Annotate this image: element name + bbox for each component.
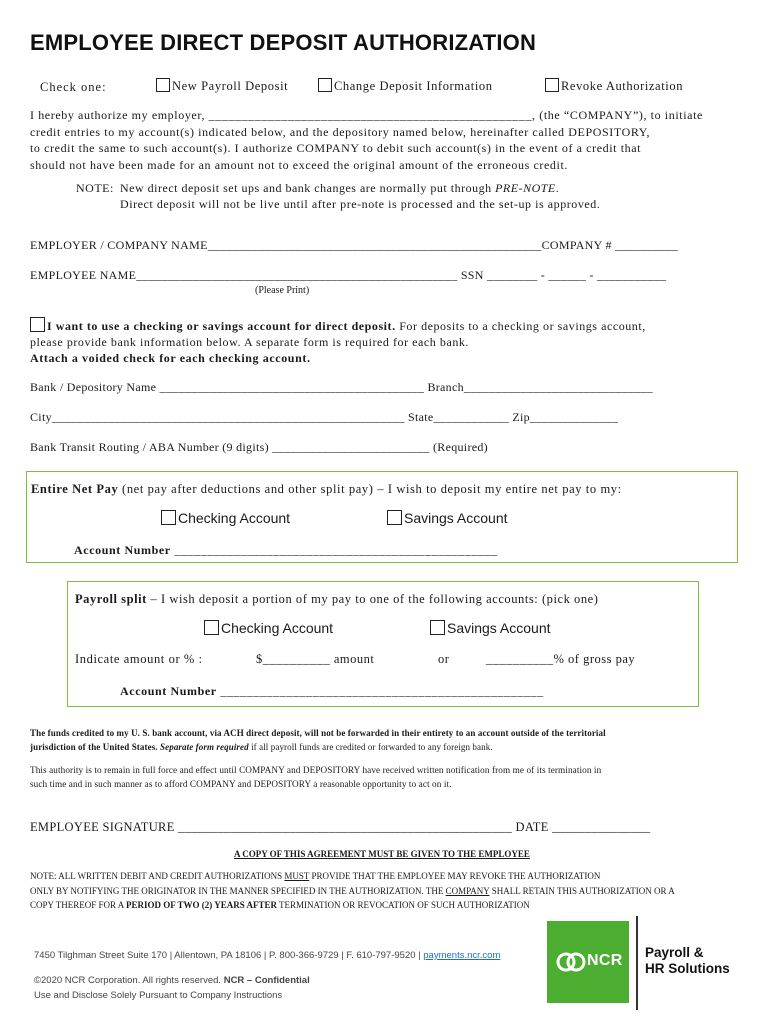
checkbox-revoke[interactable] [545,78,559,92]
note-text: New direct deposit set ups and bank changes are normally put through [120,181,492,195]
split-checking-option[interactable] [204,620,333,636]
split-amount-field[interactable]: $__________ amount [256,652,375,666]
payroll-split-label: Payroll split [75,592,147,606]
copy-notice: A COPY OF THIS AGREEMENT MUST BE GIVEN TO THE EMPLOYEE [234,849,530,859]
paragraph-line: should not have been made for an amount not to exceed the original amount of the erroneous credit. [30,157,568,172]
checkbox-new-payroll[interactable] [156,78,170,92]
funds-notice-text: if all payroll funds are credited or forwarded to any foreign bank. [248,742,493,752]
checking-intro-text: For deposits to a checking or savings account, [395,319,646,333]
note-line-1 [120,181,559,196]
checking-intro-line-3: Attach a voided check for each checking account. [30,351,311,365]
option-change-deposit[interactable] [318,78,493,94]
checking-intro-bold: I want to use a checking or savings account for direct deposit. [47,319,396,333]
footer-link[interactable]: payments.ncr.com [423,950,501,961]
option-label: Savings Account [404,510,508,526]
authority-line: This authority is to remain in full force and effect until COMPANY and DEPOSITORY have received written notification from me of its termination in [30,765,602,775]
revoke-period: PERIOD OF TWO (2) YEARS AFTER [126,900,277,910]
employee-field[interactable]: EMPLOYEE NAME___________________________________________________ SSN ________ - ______ - ___________ [30,268,667,282]
note-line-2: Direct deposit will not be live until after pre-note is processed and the set-up is approved. [120,197,601,211]
employer-field[interactable]: EMPLOYER / COMPANY NAME_____________________________________________________COMPANY # __________ [30,238,679,252]
option-label: Savings Account [447,620,551,636]
payroll-split-text: – I wish deposit a portion of my pay to one of the following accounts: (pick one) [146,592,599,606]
funds-notice-line [30,740,745,754]
entire-net-pay-heading [31,482,622,497]
revoke-note-line [30,869,675,884]
note-text: . [555,181,560,195]
confidential-label: NCR – Confidential [223,975,310,986]
entire-net-pay-label: Entire Net Pay [31,482,119,496]
or-label: or [438,652,450,666]
payroll-split-heading [75,592,598,607]
account-number-label: Account Number [74,543,171,557]
option-revoke[interactable] [545,78,683,94]
footer-address: 7450 Tilghman Street Suite 170 | Allentown, PA 18106 | P. 800-366-9729 | F. 610-797-9520 | [34,950,421,961]
revoke-text: NOTE: ALL WRITTEN DEBIT AND CREDIT AUTHORIZATIONS [30,871,283,881]
option-label: Revoke Authorization [561,79,684,93]
split-account-number[interactable] [120,684,544,699]
checking-intro-line-2: please provide bank information below. A separate form is required for each bank. [30,335,469,349]
split-savings-option[interactable] [430,620,551,636]
copyright-text: ©2020 NCR Corporation. All rights reserved. [34,975,222,986]
option-label: Checking Account [178,510,291,526]
checkbox-split-checking[interactable] [204,620,219,635]
please-print-note: (Please Print) [255,285,310,296]
paragraph-line: credit entries to my account(s) indicated below, and the depository named below, hereinafter called DEPOSITORY, [30,124,651,139]
account-number-label: Account Number [120,684,217,698]
footer-address-line [34,950,500,961]
product-line: HR Solutions [645,961,730,976]
net-pay-checking-option[interactable] [161,510,290,526]
funds-notice-emph: Separate form required [160,742,249,752]
signature-field[interactable]: EMPLOYEE SIGNATURE ___________________________________________________ DATE _______________ [30,820,651,834]
brand-divider [636,916,638,1010]
revoke-text: COPY THEREOF FOR A [30,900,124,910]
option-label: Change Deposit Information [334,79,493,93]
authorization-paragraph [30,107,735,173]
checkbox-split-savings[interactable] [430,620,445,635]
revoke-note [30,869,675,913]
ncr-logo-text: NCR [587,952,623,969]
page-title: EMPLOYEE DIRECT DEPOSIT AUTHORIZATION [30,30,537,55]
entire-net-pay-text: (net pay after deductions and other split pay) – I wish to deposit my entire net pay to my: [118,482,622,496]
option-new-payroll[interactable] [156,78,288,94]
checkbox-net-pay-checking[interactable] [161,510,176,525]
account-number-line: _________________________________________________ [220,684,544,698]
revoke-text: ONLY BY NOTIFYING THE ORIGINATOR IN THE MANNER SPECIFIED IN THE AUTHORIZATION. THE [30,885,444,896]
footer-disclose: Use and Disclose Solely Pursuant to Company Instructions [34,990,283,1001]
account-number-line: _________________________________________________ [174,543,498,557]
footer-copyright [34,975,310,986]
checkbox-net-pay-savings[interactable] [387,510,402,525]
revoke-text: SHALL RETAIN THIS AUTHORIZATION OR A [491,885,675,896]
indicate-label: Indicate amount or % : [75,652,203,666]
note-label: NOTE: [76,181,114,195]
revoke-company: COMPANY [445,885,490,896]
authority-text [30,763,745,791]
payroll-split-box [67,581,699,707]
revoke-text: PROVIDE THAT THE EMPLOYEE MAY REVOKE THE AUTHORIZATION [311,871,601,881]
authority-line: such time and in such manner as to afford COMPANY and DEPOSITORY a reasonable opportunity to act on it. [30,779,452,789]
checkbox-change-deposit[interactable] [318,78,332,92]
funds-notice-text: jurisdiction of the United States. [30,742,158,752]
revoke-note-line [30,898,675,913]
check-one-label: Check one: [40,80,107,94]
funds-notice [30,726,745,754]
split-percent-field[interactable]: __________% of gross pay [486,652,636,666]
ncr-logo [547,921,629,1003]
bank-field[interactable]: Bank / Depository Name __________________________________________ Branch______________________________ [30,380,653,394]
paragraph-line: I hereby authorize my employer, _________________________________________________, (the “COMPANY”), to initiate [30,108,703,122]
checkbox-use-account[interactable] [30,317,45,332]
revoke-text: TERMINATION OR REVOCATION OF SUCH AUTHORIZATION [276,900,530,910]
product-line: Payroll & [645,945,704,960]
entire-net-pay-box [26,471,738,563]
note-prenote: PRE-NOTE [495,181,556,195]
option-label: Checking Account [221,620,334,636]
paragraph-line: to credit the same to such account(s). I authorize COMPANY to debit such account(s) in the event of a credit that [30,141,642,155]
option-label: New Payroll Deposit [172,79,289,93]
net-pay-savings-option[interactable] [387,510,508,526]
net-pay-account-number[interactable] [74,543,498,558]
funds-notice-line: The funds credited to my U. S. bank account, via ACH direct deposit, will not be forwarded in their entirety to an account outside of the territorial [30,728,606,738]
checking-intro-line-1 [30,317,646,334]
revoke-must: MUST [284,871,310,881]
routing-field[interactable]: Bank Transit Routing / ABA Number (9 digits) _________________________ (Required) [30,440,488,454]
city-state-zip-field[interactable]: City________________________________________________________ State____________ Zip______________ [30,410,619,424]
revoke-note-line [30,884,675,899]
product-name [645,945,730,977]
